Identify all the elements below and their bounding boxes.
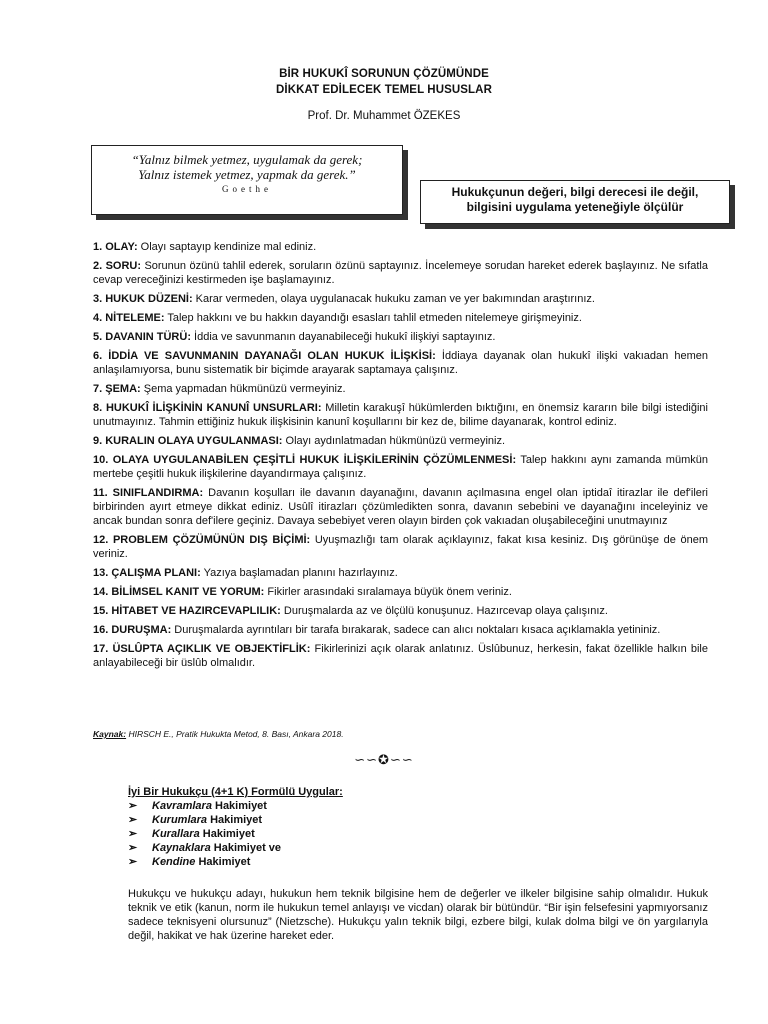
source-text: HIRSCH E., Pratik Hukukta Metod, 8. Bası, Ankara 2018. bbox=[126, 729, 344, 739]
guideline-label: 11. SINIFLANDIRMA: bbox=[93, 487, 204, 499]
document-title-line-1: BİR HUKUKÎ SORUNUN ÇÖZÜMÜNDE bbox=[279, 68, 489, 80]
guideline-text: Şema yapmadan hükmünüzü vermeyiniz. bbox=[140, 383, 346, 395]
guideline-item bbox=[93, 486, 708, 528]
arrow-bullet-icon: ➢ bbox=[128, 814, 138, 826]
guideline-text: Duruşmalarda az ve ölçülü konuşunuz. Hazırcevap olaya çalışınız. bbox=[280, 605, 608, 617]
guideline-item bbox=[93, 401, 708, 429]
formula-item bbox=[128, 799, 343, 813]
arrow-bullet-icon: ➢ bbox=[128, 842, 138, 854]
guideline-text: Yazıya başlamadan planını hazırlayınız. bbox=[200, 567, 398, 579]
formula-item bbox=[128, 813, 343, 827]
guideline-label: 17. ÜSLÛPTA AÇIKLIK VE OBJEKTİFLİK: bbox=[93, 643, 311, 655]
guideline-item bbox=[93, 330, 708, 344]
arrow-bullet-icon: ➢ bbox=[128, 800, 138, 812]
formula-item-rest: Hakimiyet bbox=[211, 800, 267, 812]
guideline-text: Fikirlerinizi açık olarak anlatınız. Üslûbunuz, herkesin, fakat özellikle halkın bile anlayabileceği bir üslûb olmalıdır. bbox=[93, 643, 708, 669]
formula-item-emphasis: Kurumlara bbox=[152, 814, 208, 826]
guideline-item bbox=[93, 382, 708, 396]
guideline-label: 4. NİTELEME: bbox=[93, 312, 165, 324]
guideline-label: 6. İDDİA VE SAVUNMANIN DAYANAĞI OLAN HUKUK İLİŞKİSİ: bbox=[93, 350, 436, 362]
guideline-label: 15. HİTABET VE HAZIRCEVAPLILIK: bbox=[93, 605, 281, 617]
formula-item-emphasis: Kaynaklara bbox=[152, 842, 211, 854]
guideline-label: 14. BİLİMSEL KANIT VE YORUM: bbox=[93, 586, 265, 598]
arrow-bullet-icon: ➢ bbox=[128, 828, 138, 840]
guideline-item bbox=[93, 533, 708, 561]
ornament-divider-icon: ∽∽✪∽∽ bbox=[354, 752, 414, 767]
author-name: Prof. Dr. Muhammet ÖZEKES bbox=[307, 110, 461, 122]
guideline-label: 16. DURUŞMA: bbox=[93, 624, 172, 636]
guideline-item bbox=[93, 585, 708, 599]
guideline-text: Davanın koşulları ile davanın dayanağını, davanın açılmasına engel olan iptidaî itirazlar ile def'ileri birbirinden ayırt etmeye dikkat ediniz. Usûlî itirazları çözümledikten sonra, davanın sebebini ve dayanağını inceleyiniz ve ancak bundan sonra def'ilere geçiniz. Davaya sebebiyet veren olayın birden çok vakıadan oluşabileceğini unutmayınız bbox=[93, 487, 708, 527]
guideline-label: 2. SORU: bbox=[93, 260, 142, 272]
guideline-label: 10. OLAYA UYGULANABİLEN ÇEŞİTLİ HUKUK İLİŞKİLERİNİN ÇÖZÜMLENMESİ: bbox=[93, 454, 517, 466]
guideline-item bbox=[93, 240, 708, 254]
formula-item-rest: Hakimiyet bbox=[199, 828, 255, 840]
quote-attribution: Goethe bbox=[222, 184, 272, 194]
principle-line-2: bilgisini uygulama yeteneğiyle ölçülür bbox=[466, 200, 684, 214]
guideline-text: Fikirler arasındaki sıralamaya büyük önem veriniz. bbox=[264, 586, 512, 598]
guideline-text: Talep hakkını aynı zamanda mümkün mertebe çeşitli hukuk ilişkilerine dayandırmaya çalışınız. bbox=[93, 454, 708, 480]
formula-item bbox=[128, 855, 343, 869]
source-citation bbox=[93, 729, 344, 739]
principle-line-1: Hukukçunun değeri, bilgi derecesi ile değil, bbox=[451, 185, 699, 199]
principle-box bbox=[420, 180, 730, 224]
guideline-label: 9. KURALIN OLAYA UYGULANMASI: bbox=[93, 435, 283, 447]
formula-item-emphasis: Kavramlara bbox=[152, 800, 212, 812]
source-label: Kaynak: bbox=[93, 729, 127, 739]
guideline-item bbox=[93, 642, 708, 670]
guideline-label: 3. HUKUK DÜZENİ: bbox=[93, 293, 193, 305]
formula-title: İyi Bir Hukukçu (4+1 K) Formülü Uygular: bbox=[128, 786, 343, 798]
guideline-label: 12. PROBLEM ÇÖZÜMÜNÜN DIŞ BİÇİMİ: bbox=[93, 534, 311, 546]
formula-item bbox=[128, 827, 343, 841]
quote-line-1: “Yalnız bilmek yetmez, uygulamak da gerek; bbox=[131, 152, 363, 167]
formula-item-rest: Hakimiyet ve bbox=[210, 842, 282, 854]
guideline-text: Duruşmalarda ayrıntıları bir tarafa bırakarak, sadece can alıcı noktaları kısaca açıklamakla yetininiz. bbox=[171, 624, 661, 636]
guideline-label: 8. HUKUKÎ İLİŞKİNİN KANUNÎ UNSURLARI: bbox=[93, 402, 322, 414]
guideline-item bbox=[93, 604, 708, 618]
guideline-label: 5. DAVANIN TÜRÜ: bbox=[93, 331, 191, 343]
formula-item-emphasis: Kendine bbox=[152, 856, 196, 868]
guideline-text: Olayı aydınlatmadan hükmünüzü vermeyiniz. bbox=[282, 435, 506, 447]
guideline-item bbox=[93, 292, 708, 306]
guideline-item bbox=[93, 434, 708, 448]
formula-section bbox=[128, 785, 343, 869]
goethe-quote-box bbox=[91, 145, 403, 215]
guideline-text: Milletin karakuşî hükümlerden bıktığını, en önemsiz kararın bile bilgi istediğini unutmayınız. Tahmin ettiğiniz hukuk ilişkisinin kanunî koşullarını bir kez de, bilime dayanarak, kontrol ediniz. bbox=[93, 402, 708, 428]
guideline-list bbox=[93, 240, 708, 675]
formula-item-emphasis: Kurallara bbox=[152, 828, 200, 840]
guideline-label: 1. OLAY: bbox=[93, 241, 138, 253]
guideline-item bbox=[93, 349, 708, 377]
guideline-text: Uyuşmazlığı tam olarak açıklayınız, fakat kısa kesiniz. Dış görünüşe de önem veriniz. bbox=[93, 534, 709, 560]
arrow-bullet-icon: ➢ bbox=[128, 856, 138, 868]
guideline-item bbox=[93, 566, 708, 580]
quote-line-2: Yalnız istemek yetmez, yapmak da gerek.” bbox=[138, 167, 356, 182]
guideline-text: Talep hakkını ve bu hakkın dayandığı esasları tahlil etmeden nitelemeye girişmeyiniz. bbox=[164, 312, 582, 324]
formula-item bbox=[128, 841, 343, 855]
guideline-text: Sorunun özünü tahlil ederek, soruların özünü saptayınız. İncelemeye sorudan hareket ederek başlayınız. Ne sıfatla cevap vereceğinizi kestirmeden işe başlamayınız. bbox=[93, 260, 708, 286]
guideline-item bbox=[93, 259, 708, 287]
guideline-item bbox=[93, 311, 708, 325]
closing-paragraph: Hukukçu ve hukukçu adayı, hukukun hem teknik bilgisine hem de değerler ve ilkeler bilgisine sahip olmalıdır. Hukuk teknik ve etik (kanun, norm ile hukukun temel anlayışı ve vicdan) olarak bir bütündür. “Bir işin felsefesini yapmıyorsanız sadece teknisyeni olursunuz” (Nietzsche). Hukukçu yalın teknik bilgi, ezbere bilgi, kulak dolma bilgi ve ön yargılarıyla değil, hakikat ve hak üzerine hareket eder. bbox=[128, 888, 708, 942]
formula-item-rest: Hakimiyet bbox=[195, 856, 251, 868]
guideline-label: 13. ÇALIŞMA PLANI: bbox=[93, 567, 201, 579]
guideline-label: 7. ŞEMA: bbox=[93, 383, 141, 395]
guideline-text: Karar vermeden, olaya uygulanacak hukuku zaman ve yer bakımından araştırınız. bbox=[192, 293, 595, 305]
guideline-item bbox=[93, 623, 708, 637]
guideline-item bbox=[93, 453, 708, 481]
guideline-text: İddia ve savunmanın dayanabileceği hukukî ilişkiyi saptayınız. bbox=[190, 331, 496, 343]
formula-item-rest: Hakimiyet bbox=[207, 814, 263, 826]
formula-list bbox=[128, 799, 343, 869]
document-title-line-2: DİKKAT EDİLECEK TEMEL HUSUSLAR bbox=[276, 84, 492, 96]
guideline-text: Olayı saptayıp kendinize mal ediniz. bbox=[137, 241, 317, 253]
guideline-text: İddiaya dayanak olan hukukî ilişki vakıadan hemen anlaşılamıyorsa, bunu sistematik bir biçimde arayarak saptamaya çalışınız. bbox=[93, 350, 708, 376]
